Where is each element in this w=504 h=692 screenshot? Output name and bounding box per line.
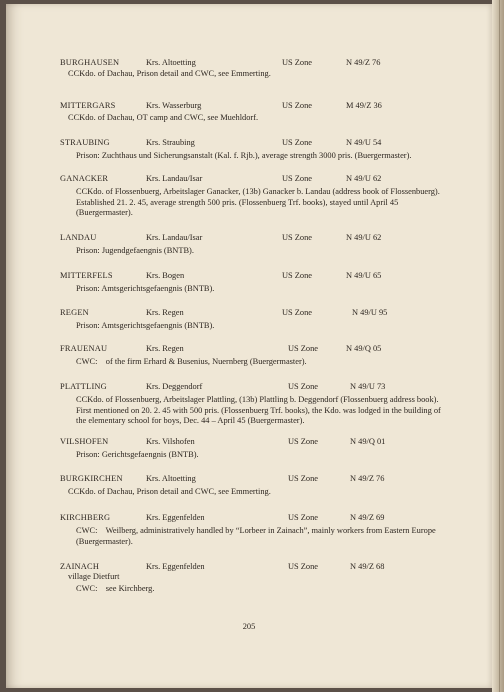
zone-label: US Zone <box>288 474 319 483</box>
grid-reference: N 49/U 73 <box>350 382 386 391</box>
kreis-name: Krs. Eggenfelden <box>146 562 205 571</box>
grid-reference: N 49/Z 69 <box>350 513 385 522</box>
page-number: 205 <box>242 622 256 631</box>
place-name: GANACKER <box>60 174 109 183</box>
kreis-name: Krs. Wasserburg <box>146 101 202 110</box>
kreis-name: Krs. Bogen <box>146 271 185 280</box>
kreis-name: Krs. Landau/Isar <box>146 233 203 242</box>
kreis-name: Krs. Deggendorf <box>146 382 203 391</box>
grid-reference: N 49/U 65 <box>346 271 382 280</box>
zone-label: US Zone <box>288 382 319 391</box>
place-name: MITTERFELS <box>60 271 113 280</box>
grid-reference: N 49/Q 01 <box>350 437 386 446</box>
kreis-name: Krs. Landau/Isar <box>146 174 203 183</box>
grid-reference: N 49/U 62 <box>346 174 382 183</box>
place-name: VILSHOFEN <box>60 437 109 446</box>
grid-reference: N 49/Z 76 <box>350 474 385 483</box>
entry-text: CCKdo. of Flossenbuerg, Arbeitslager Ganacker, (13b) Ganacker b. Landau (address book of Flossenbuerg). Established 21. 2. 45, average strength 500 pris. (Flossenbuerg Trf. books), stayed until April 45 (Buergermaster). <box>76 187 440 218</box>
grid-reference: N 49/U 95 <box>352 308 388 317</box>
entry-text: Prison: Zuchthaus und Sicherungsanstalt (Kal. f. Rjb.), average strength 3000 pris. (Buergermaster). <box>76 151 412 160</box>
entry-text: CWC: see Kirchberg. <box>76 584 155 593</box>
entry-text: CCKdo. of Flossenbuerg, Arbeitslager Plattling, (13b) Plattling b. Deggendorf (Flossenbuerg address book). First mentioned on 20. 2. 45 with 500 pris. (Flossenbuerg Trf. books), the Kdo. was lodged in the building of the elementary school for boys, Dec. 44 – April 45 (Buergermaster). <box>76 395 441 426</box>
zone-label: US Zone <box>282 138 313 147</box>
grid-reference: N 49/Z 68 <box>350 562 385 571</box>
zone-label: US Zone <box>288 344 319 353</box>
grid-reference: N 49/Q 05 <box>346 344 382 353</box>
zone-label: US Zone <box>288 562 319 571</box>
sub-place-name: village Dietfurt <box>68 572 120 581</box>
grid-reference: N 49/U 54 <box>346 138 382 147</box>
place-name: BURGHAUSEN <box>60 58 120 67</box>
kreis-name: Krs. Vilshofen <box>146 437 195 446</box>
kreis-name: Krs. Altoetting <box>146 58 196 67</box>
place-name: ZAINACH <box>60 562 100 571</box>
entry-text: Prison: Jugendgefaengnis (BNTB). <box>76 246 194 255</box>
place-name: STRAUBING <box>60 138 110 147</box>
entry-text: CCKdo. of Dachau, Prison detail and CWC, see Emmerting. <box>68 69 271 78</box>
kreis-name: Krs. Regen <box>146 308 184 317</box>
page-edge <box>492 0 504 692</box>
zone-label: US Zone <box>282 233 313 242</box>
grid-reference: N 49/U 62 <box>346 233 382 242</box>
kreis-name: Krs. Regen <box>146 344 184 353</box>
zone-label: US Zone <box>282 174 313 183</box>
entry-text: CCKdo. of Dachau, Prison detail and CWC, see Emmerting. <box>68 487 271 496</box>
grid-reference: M 49/Z 36 <box>346 101 382 110</box>
entry-text: Prison: Amtsgerichtsgefaengnis (BNTB). <box>76 321 215 330</box>
entry-text: CCKdo. of Dachau, OT camp and CWC, see Muehldorf. <box>68 113 259 122</box>
place-name: REGEN <box>60 308 89 317</box>
place-name: BURGKIRCHEN <box>60 474 123 483</box>
place-name: KIRCHBERG <box>60 513 111 522</box>
zone-label: US Zone <box>282 308 313 317</box>
zone-label: US Zone <box>282 101 313 110</box>
zone-label: US Zone <box>282 271 313 280</box>
place-name: MITTERGARS <box>60 101 116 110</box>
zone-label: US Zone <box>288 437 319 446</box>
entry-text: CWC: of the firm Erhard & Busenius, Nuernberg (Buergermaster). <box>76 357 307 366</box>
entry-text: Prison: Gerichtsgefaengnis (BNTB). <box>76 450 199 459</box>
zone-label: US Zone <box>288 513 319 522</box>
grid-reference: N 49/Z 76 <box>346 58 381 67</box>
zone-label: US Zone <box>282 58 313 67</box>
kreis-name: Krs. Straubing <box>146 138 195 147</box>
page-edge-line <box>499 0 500 692</box>
entry-text: CWC: Weilberg, administratively handled by “Lorbeer in Zainach”, mainly workers from Eastern Europe (Buergermaster). <box>76 526 438 546</box>
place-name: LANDAU <box>60 233 97 242</box>
document-page <box>6 4 492 688</box>
kreis-name: Krs. Altoetting <box>146 474 196 483</box>
entry-text: Prison: Amtsgerichtsgefaengnis (BNTB). <box>76 284 215 293</box>
kreis-name: Krs. Eggenfelden <box>146 513 205 522</box>
place-name: PLATTLING <box>60 382 107 391</box>
place-name: FRAUENAU <box>60 344 108 353</box>
